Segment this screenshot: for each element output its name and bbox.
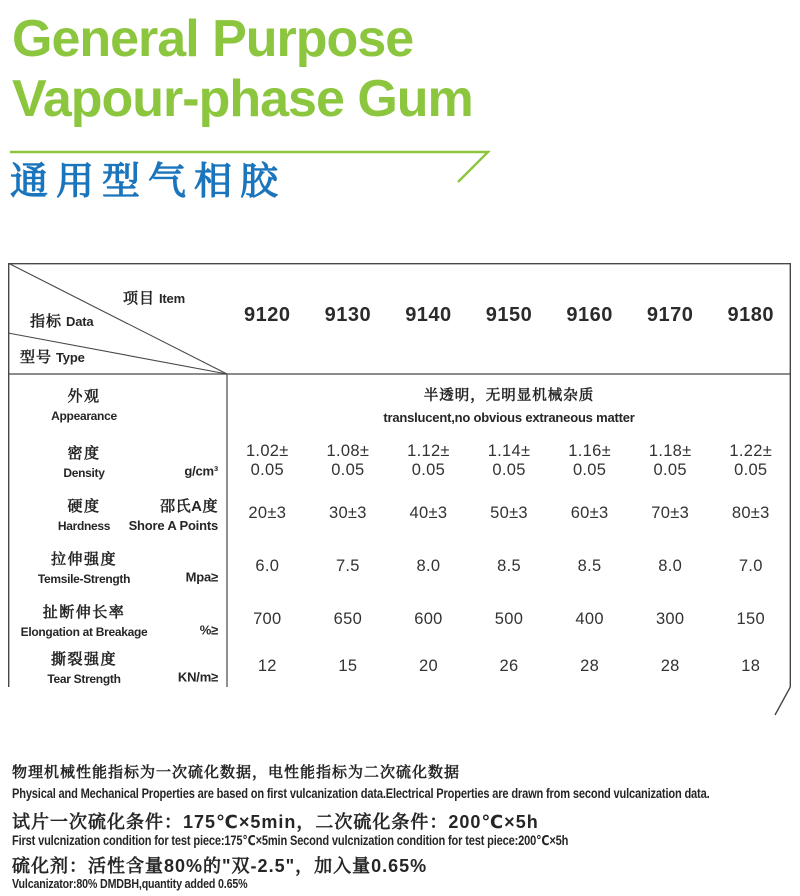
row-name: 硬度 Hardness bbox=[57, 497, 111, 533]
model-column-header: 9170 bbox=[646, 304, 694, 326]
note-vulcanization-data-cn: 物理机械性能指标为一次硫化数据，电性能指标为二次硫化数据 bbox=[12, 764, 461, 781]
value-cell: 20±3 bbox=[248, 504, 287, 522]
merged-value-cell: 半透明，无明显机械杂质 translucent,no obvious extraneous matter bbox=[383, 387, 635, 425]
value-cell: 650 bbox=[333, 610, 363, 628]
value-cell: 1.02± 0.05 bbox=[245, 441, 289, 479]
model-column-header: 9120 bbox=[244, 304, 291, 326]
title-line-2: Vapour-phase Gum bbox=[12, 70, 473, 128]
value-cell: 300 bbox=[655, 610, 685, 628]
value-cell: 12 bbox=[257, 657, 277, 675]
row-label bbox=[8, 593, 227, 646]
model-header-row bbox=[227, 304, 791, 327]
value-cell: 1.08± 0.05 bbox=[326, 441, 370, 479]
row-name: 撕裂强度 Tear Strength bbox=[47, 650, 121, 686]
corner-label-item bbox=[123, 287, 185, 308]
value-cell: 40±3 bbox=[409, 504, 448, 522]
note-vulcanization-condition-cn: 试片一次硫化条件：175℃×5min，二次硫化条件：200℃×5h bbox=[12, 812, 539, 832]
note-vulcanization-data-en: Physical and Mechanical Properties are based on first vulcanization data.Electrical Properties are drawn from second vulcanization data. bbox=[12, 786, 710, 801]
spec-table bbox=[8, 263, 791, 721]
spec-row-elongation-at-breakage bbox=[8, 593, 791, 646]
value-cell: 70±3 bbox=[651, 504, 690, 522]
row-label bbox=[8, 434, 227, 487]
value-cell: 28 bbox=[660, 657, 680, 675]
row-label bbox=[8, 646, 227, 687]
row-name: 密度 Density bbox=[63, 444, 105, 480]
value-cell: 20 bbox=[418, 657, 438, 675]
value-cell: 700 bbox=[253, 610, 282, 628]
value-cell: 1.22± 0.05 bbox=[729, 441, 773, 479]
value-cell: 50±3 bbox=[490, 504, 528, 522]
row-label bbox=[8, 487, 227, 540]
row-values bbox=[227, 540, 791, 593]
row-unit: 邵氏A度 Shore A Points bbox=[128, 497, 218, 533]
corner-item-en: Item bbox=[159, 291, 185, 306]
value-cell: 1.18± 0.05 bbox=[648, 441, 692, 479]
value-cell: 8.5 bbox=[497, 557, 521, 575]
value-cell: 1.16± 0.05 bbox=[568, 441, 611, 479]
value-cell: 1.12± 0.05 bbox=[407, 441, 450, 479]
row-values bbox=[227, 646, 791, 687]
corner-data-cn: 指标 bbox=[30, 313, 63, 330]
note-vulcanizator-cn: 硫化剂：活性含量80%的"双-2.5"，加入量0.65% bbox=[12, 856, 428, 876]
model-column-header: 9150 bbox=[485, 304, 533, 326]
row-values bbox=[227, 374, 791, 434]
model-column-header: 9180 bbox=[727, 304, 774, 326]
note-vulcanizator-en: Vulcanizator:80% DMDBH,quantity added 0.65% bbox=[12, 876, 248, 891]
value-cell: 80±3 bbox=[731, 504, 770, 522]
row-values bbox=[227, 593, 791, 646]
value-cell: 60±3 bbox=[570, 504, 609, 522]
model-column-header: 9140 bbox=[405, 304, 452, 326]
value-cell: 6.0 bbox=[255, 557, 280, 575]
value-cell: 150 bbox=[736, 610, 765, 628]
row-unit: g/cm³ bbox=[184, 463, 218, 478]
row-unit: %≥ bbox=[199, 622, 218, 637]
value-cell: 28 bbox=[580, 657, 600, 675]
corner-type-en: Type bbox=[56, 350, 85, 365]
page-title-en bbox=[12, 9, 473, 129]
title-line-1: General Purpose bbox=[12, 10, 414, 68]
corner-label-data bbox=[30, 310, 93, 331]
value-cell: 500 bbox=[494, 610, 524, 628]
row-label bbox=[8, 540, 227, 593]
model-column-header: 9160 bbox=[566, 304, 613, 326]
spec-row-temsile-strength bbox=[8, 540, 791, 593]
value-cell: 30±3 bbox=[328, 504, 367, 522]
row-values bbox=[227, 487, 791, 540]
row-unit: KN/m≥ bbox=[177, 669, 218, 684]
note-vulcanization-condition-en: First vulcnization condition for test piece:175℃×5min Second vulcnization condition for test piece:200℃×5h bbox=[12, 833, 569, 848]
value-cell: 8.0 bbox=[658, 557, 683, 575]
value-cell: 1.14± 0.05 bbox=[487, 441, 531, 479]
row-name: 拉伸强度 Temsile-Strength bbox=[37, 550, 131, 586]
value-cell: 400 bbox=[575, 610, 604, 628]
spec-row-density bbox=[8, 434, 791, 487]
value-cell: 7.0 bbox=[738, 557, 763, 575]
value-cell: 26 bbox=[499, 657, 519, 675]
row-name: 扯断伸长率 Elongation at Breakage bbox=[20, 603, 148, 639]
corner-data-en: Data bbox=[66, 314, 94, 329]
row-unit: Mpa≥ bbox=[185, 569, 218, 584]
value-cell: 7.5 bbox=[335, 557, 360, 575]
spec-row-appearance bbox=[8, 374, 791, 434]
value-cell: 600 bbox=[414, 610, 443, 628]
row-name: 外观 Appearance bbox=[51, 388, 117, 423]
table-body bbox=[8, 374, 791, 687]
corner-item-cn: 项目 bbox=[123, 290, 156, 307]
value-cell: 15 bbox=[338, 657, 358, 675]
row-label bbox=[8, 374, 227, 434]
corner-label-type bbox=[20, 346, 85, 367]
corner-type-cn: 型号 bbox=[20, 349, 53, 366]
value-cell: 8.0 bbox=[416, 557, 441, 575]
spec-row-tear-strength bbox=[8, 646, 791, 687]
row-values bbox=[227, 434, 791, 487]
spec-row-hardness bbox=[8, 487, 791, 540]
page-title-cn: 通用型气相胶 bbox=[10, 161, 287, 203]
model-column-header: 9130 bbox=[324, 304, 372, 326]
value-cell: 18 bbox=[741, 657, 761, 675]
value-cell: 8.5 bbox=[577, 557, 602, 575]
